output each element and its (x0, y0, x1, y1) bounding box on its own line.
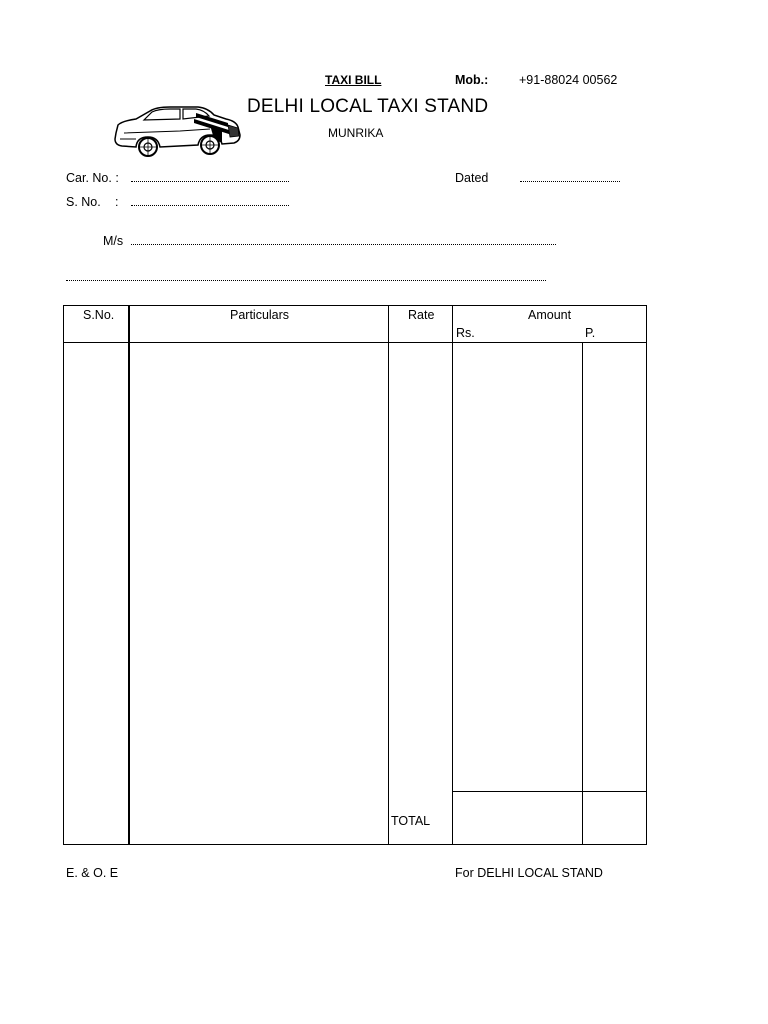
car-no-label: Car. No. : (66, 171, 119, 185)
total-row-divider (452, 791, 646, 792)
rate-column-divider (452, 306, 453, 844)
col-rate-header: Rate (408, 308, 435, 322)
dated-field[interactable] (520, 171, 620, 182)
bill-table (63, 305, 647, 845)
s-no-label: S. No. (66, 195, 101, 209)
mobile-number: +91-88024 00562 (519, 73, 618, 87)
particulars-column-divider (388, 306, 389, 844)
bill-title: TAXI BILL (325, 73, 382, 87)
dated-label: Dated (455, 171, 489, 185)
total-label: TOTAL (391, 814, 431, 828)
s-no-field[interactable] (131, 195, 289, 206)
rs-p-divider (582, 342, 583, 844)
col-rs-subheader: Rs. (456, 326, 475, 340)
header-divider (64, 342, 646, 343)
col-amount-header: Amount (528, 308, 572, 322)
ms-field[interactable] (131, 234, 556, 245)
area-name: MUNRIKA (328, 126, 384, 140)
s-no-colon: : (115, 195, 119, 209)
sno-column-divider (128, 306, 130, 844)
ms-label: M/s (103, 234, 124, 248)
car-no-field[interactable] (131, 171, 289, 182)
col-particulars-header: Particulars (230, 308, 290, 322)
stand-name: DELHI LOCAL TAXI STAND (247, 96, 489, 117)
eoe-note: E. & O. E (66, 866, 119, 880)
col-sno-header: S.No. (83, 308, 115, 322)
car-icon (110, 103, 242, 157)
signatory-label: For DELHI LOCAL STAND (455, 866, 603, 880)
address-field[interactable] (66, 270, 546, 281)
col-p-subheader: P. (585, 326, 596, 340)
mobile-label: Mob.: (455, 73, 489, 87)
